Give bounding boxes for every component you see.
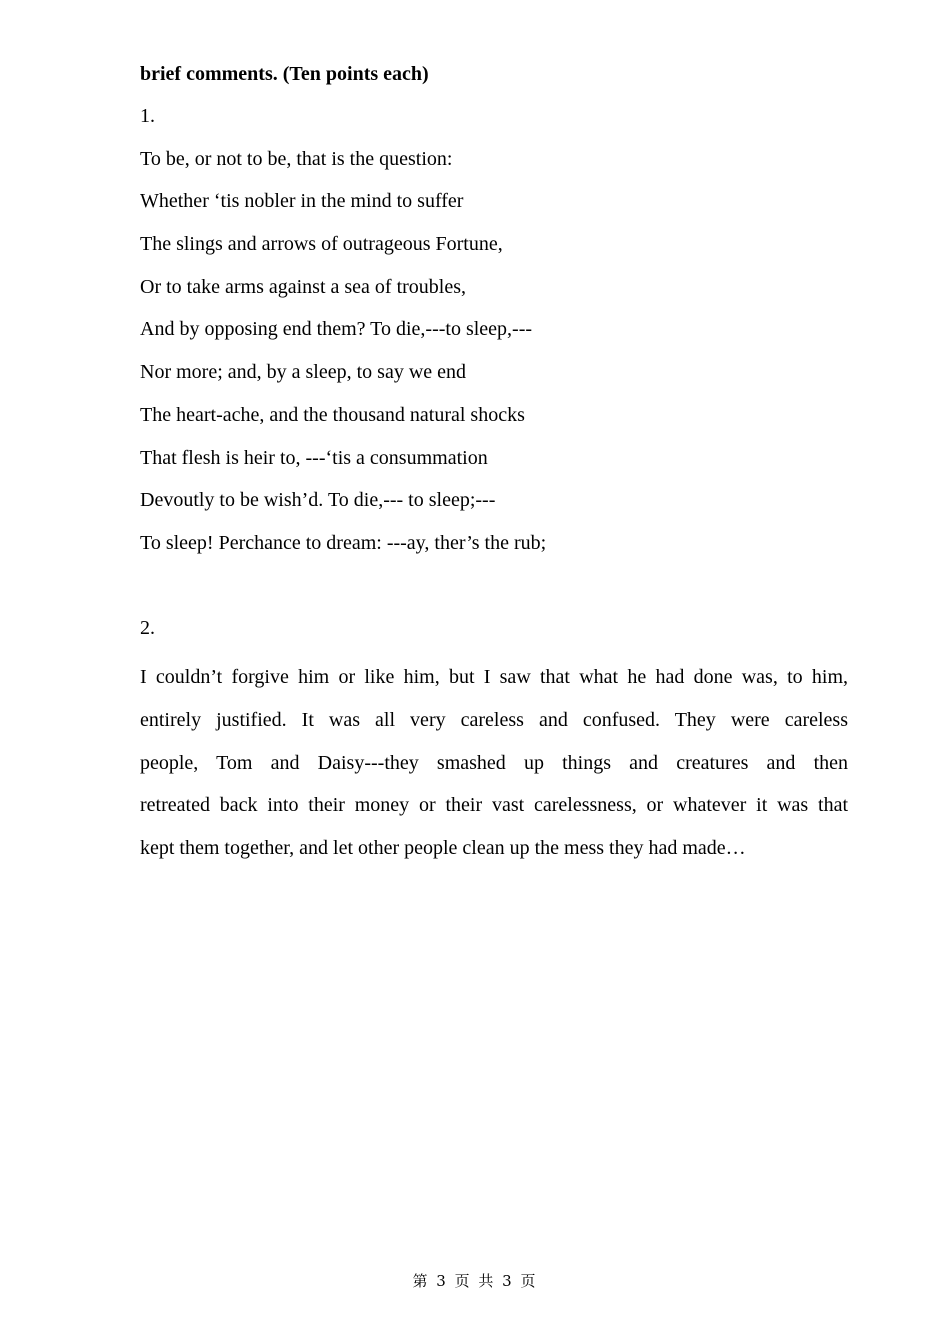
prose-line: I couldn’t forgive him or like him, but I saw that what he had done was, to him, [140, 666, 848, 689]
question-number-2: 2. [140, 616, 155, 639]
poem-line: The heart-ache, and the thousand natural shocks [140, 403, 525, 426]
prose-line: kept them together, and let other people clean up the mess they had made… [140, 837, 746, 859]
poem-line: To sleep! Perchance to dream: ---ay, ther’s the rub; [140, 531, 547, 554]
prose-line: retreated back into their money or their vast carelessness, or whatever it was that [140, 794, 848, 817]
poem-line: The slings and arrows of outrageous Fortune, [140, 233, 503, 256]
poem-line: Whether ‘tis nobler in the mind to suffer [140, 190, 464, 213]
poem-line: To be, or not to be, that is the question: [140, 147, 453, 170]
poem-line: Devoutly to be wish’d. To die,--- to sleep;--- [140, 489, 496, 512]
prose-excerpt [140, 656, 848, 869]
poem-line: Or to take arms against a sea of troubles, [140, 275, 467, 298]
poem-line: That flesh is heir to, ---‘tis a consummation [140, 446, 488, 469]
page-footer: 第 3 页 共 3 页 [412, 1272, 538, 1290]
poem-line: And by opposing end them? To die,---to sleep,--- [140, 318, 533, 341]
question-number-1: 1. [140, 105, 155, 127]
page-content [140, 60, 848, 870]
poem-excerpt [140, 145, 848, 558]
prose-line: people, Tom and Daisy---they smashed up things and creatures and then [140, 751, 848, 774]
prose-line: entirely justified. It was all very careless and confused. They were careless [140, 708, 848, 731]
blank-line [140, 572, 848, 614]
section-heading: brief comments. (Ten points each) [140, 63, 429, 85]
poem-line: Nor more; and, by a sleep, to say we end [140, 361, 467, 384]
